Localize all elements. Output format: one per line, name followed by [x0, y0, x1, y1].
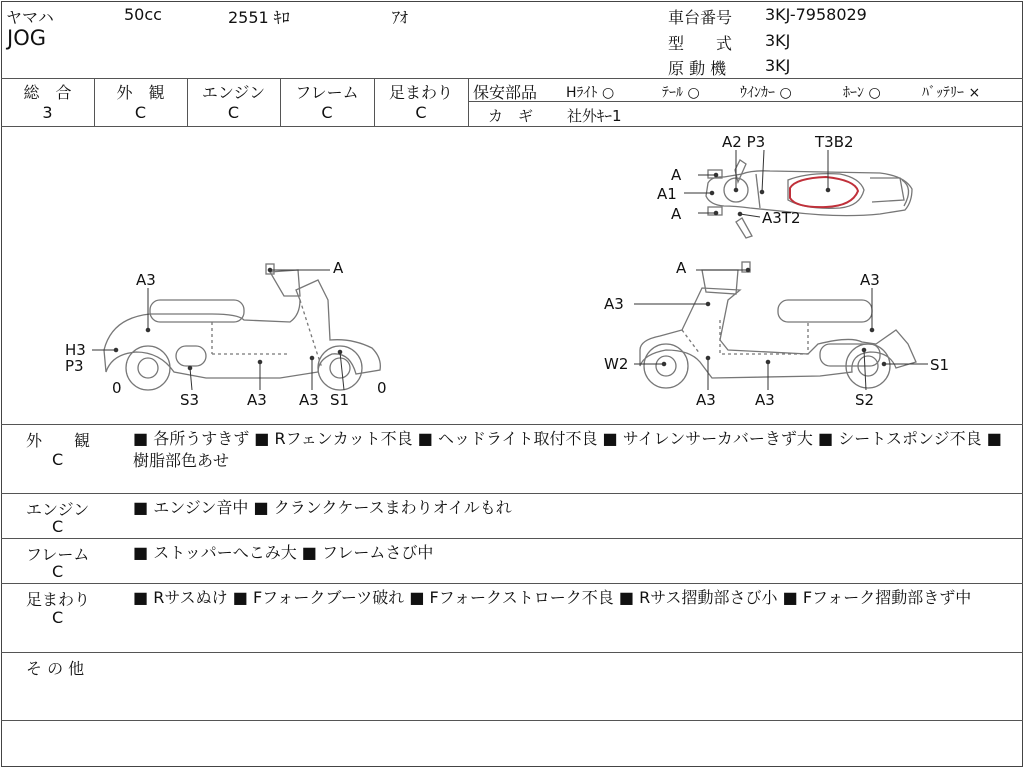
maker: ヤマハ [6, 8, 54, 27]
note-label: 外 観 [26, 431, 91, 450]
label-top-a1: A1 [657, 185, 677, 203]
grade-top-line [1, 78, 1023, 79]
label-right-a3-left: A3 [604, 295, 624, 313]
label-right-a3-b1: A3 [696, 391, 716, 409]
label-left-s1: S1 [330, 391, 350, 409]
seat-damage-mark [790, 177, 858, 207]
safety-item-tail: ﾃｰﾙ ○ [662, 85, 700, 101]
engine-value: 3KJ [765, 56, 791, 75]
note-grade: C [52, 450, 64, 469]
notes-line-other [1, 652, 1023, 653]
label-left-p3: P3 [65, 357, 84, 375]
notes-line-frame [1, 538, 1023, 539]
safety-item-headlight: Hﾗｲﾄ ○ [566, 85, 615, 101]
label-left-a3-b1: A3 [247, 391, 267, 409]
grade-value: C [415, 103, 427, 122]
grade-value: C [227, 103, 240, 122]
grade-label: 外 観 [116, 83, 165, 102]
scooter-top-view [706, 160, 912, 238]
label-right-a3-b2: A3 [755, 391, 775, 409]
label-right-w2: W2 [604, 355, 629, 373]
note-label: 足まわり [26, 590, 91, 609]
grade-value: C [134, 103, 147, 122]
mileage: 2551 ｷﾛ [228, 8, 290, 27]
grade-label: 総 合 [23, 83, 72, 102]
label-right-s1: S1 [930, 356, 950, 374]
grade-label: エンジン [201, 83, 266, 102]
label-left-zero-r: 0 [377, 379, 387, 397]
note-grade: C [52, 608, 64, 627]
safety-item-horn: ﾎｰﾝ ○ [843, 85, 881, 101]
notes-line-engine [1, 493, 1023, 494]
label-right-a-top: A [676, 259, 687, 277]
grade-label: 足まわり [388, 83, 453, 102]
damage-diagram [0, 127, 1024, 424]
label-right-a3-top: A3 [860, 271, 880, 289]
label-top-a3t2: A3T2 [762, 209, 801, 227]
grade-value: C [321, 103, 333, 122]
type-value: 3KJ [765, 31, 791, 50]
note-label: フレーム [26, 545, 90, 564]
note-text: ■ ストッパーへこみ大 ■ フレームさび中 [133, 543, 434, 562]
engine-label: 原 動 機 [668, 59, 727, 78]
frame-no: 3KJ-7958029 [765, 5, 867, 24]
note-text: ■ 各所うすきず ■ Rフェンカット不良 ■ ヘッドライト取付不良 ■ サイレンサーカバーきず大 ■ シートスポンジ不良 ■ 樹脂部色あせ [133, 429, 1002, 470]
note-label: そ の 他 [26, 659, 85, 678]
label-left-a3-b2: A3 [299, 391, 319, 409]
notes-bottom-line [1, 720, 1023, 721]
frame-no-label: 車台番号 [668, 8, 733, 27]
label-right-s2: S2 [855, 391, 875, 409]
note-label: エンジン [26, 500, 90, 519]
key-label: カ ギ [488, 107, 534, 125]
safety-item-battery: ﾊﾞｯﾃﾘｰ × [922, 85, 981, 101]
grade-divider-5 [468, 78, 469, 126]
label-left-a3: A3 [136, 271, 156, 289]
label-left-h3: H3 [65, 341, 86, 359]
grade-value: 3 [42, 103, 53, 122]
safety-label: 保安部品 [473, 83, 538, 102]
label-top-a2p3: A2 P3 [722, 133, 766, 151]
label-left-s3: S3 [180, 391, 200, 409]
note-text: ■ Rサスぬけ ■ Fフォークブーツ破れ ■ Fフォークストローク不良 ■ Rサス摺動部さび小 ■ Fフォーク摺動部きず中 [133, 588, 972, 607]
label-top-a-lower: A [671, 205, 682, 223]
safety-item-winker: ｳｲﾝｶｰ ○ [740, 85, 792, 101]
label-left-a-top: A [333, 259, 344, 277]
label-top-a-upper: A [671, 166, 682, 184]
label-left-zero-l: 0 [112, 379, 122, 397]
color: ｱｵ [392, 8, 409, 27]
label-top-t3b2: T3B2 [815, 133, 854, 151]
note-text: ■ エンジン音中 ■ クランクケースまわりオイルもれ [133, 498, 512, 517]
notes-line-suspension [1, 583, 1023, 584]
grade-label: フレーム [295, 83, 359, 102]
model-name: JOG [7, 26, 46, 50]
type-label: 型 式 [668, 34, 733, 53]
notes-top-line [1, 424, 1023, 425]
note-grade: C [52, 562, 64, 581]
displacement: 50cc [124, 5, 162, 24]
key-value: 社外ｷｰ1 [567, 107, 622, 125]
note-grade: C [52, 517, 64, 536]
